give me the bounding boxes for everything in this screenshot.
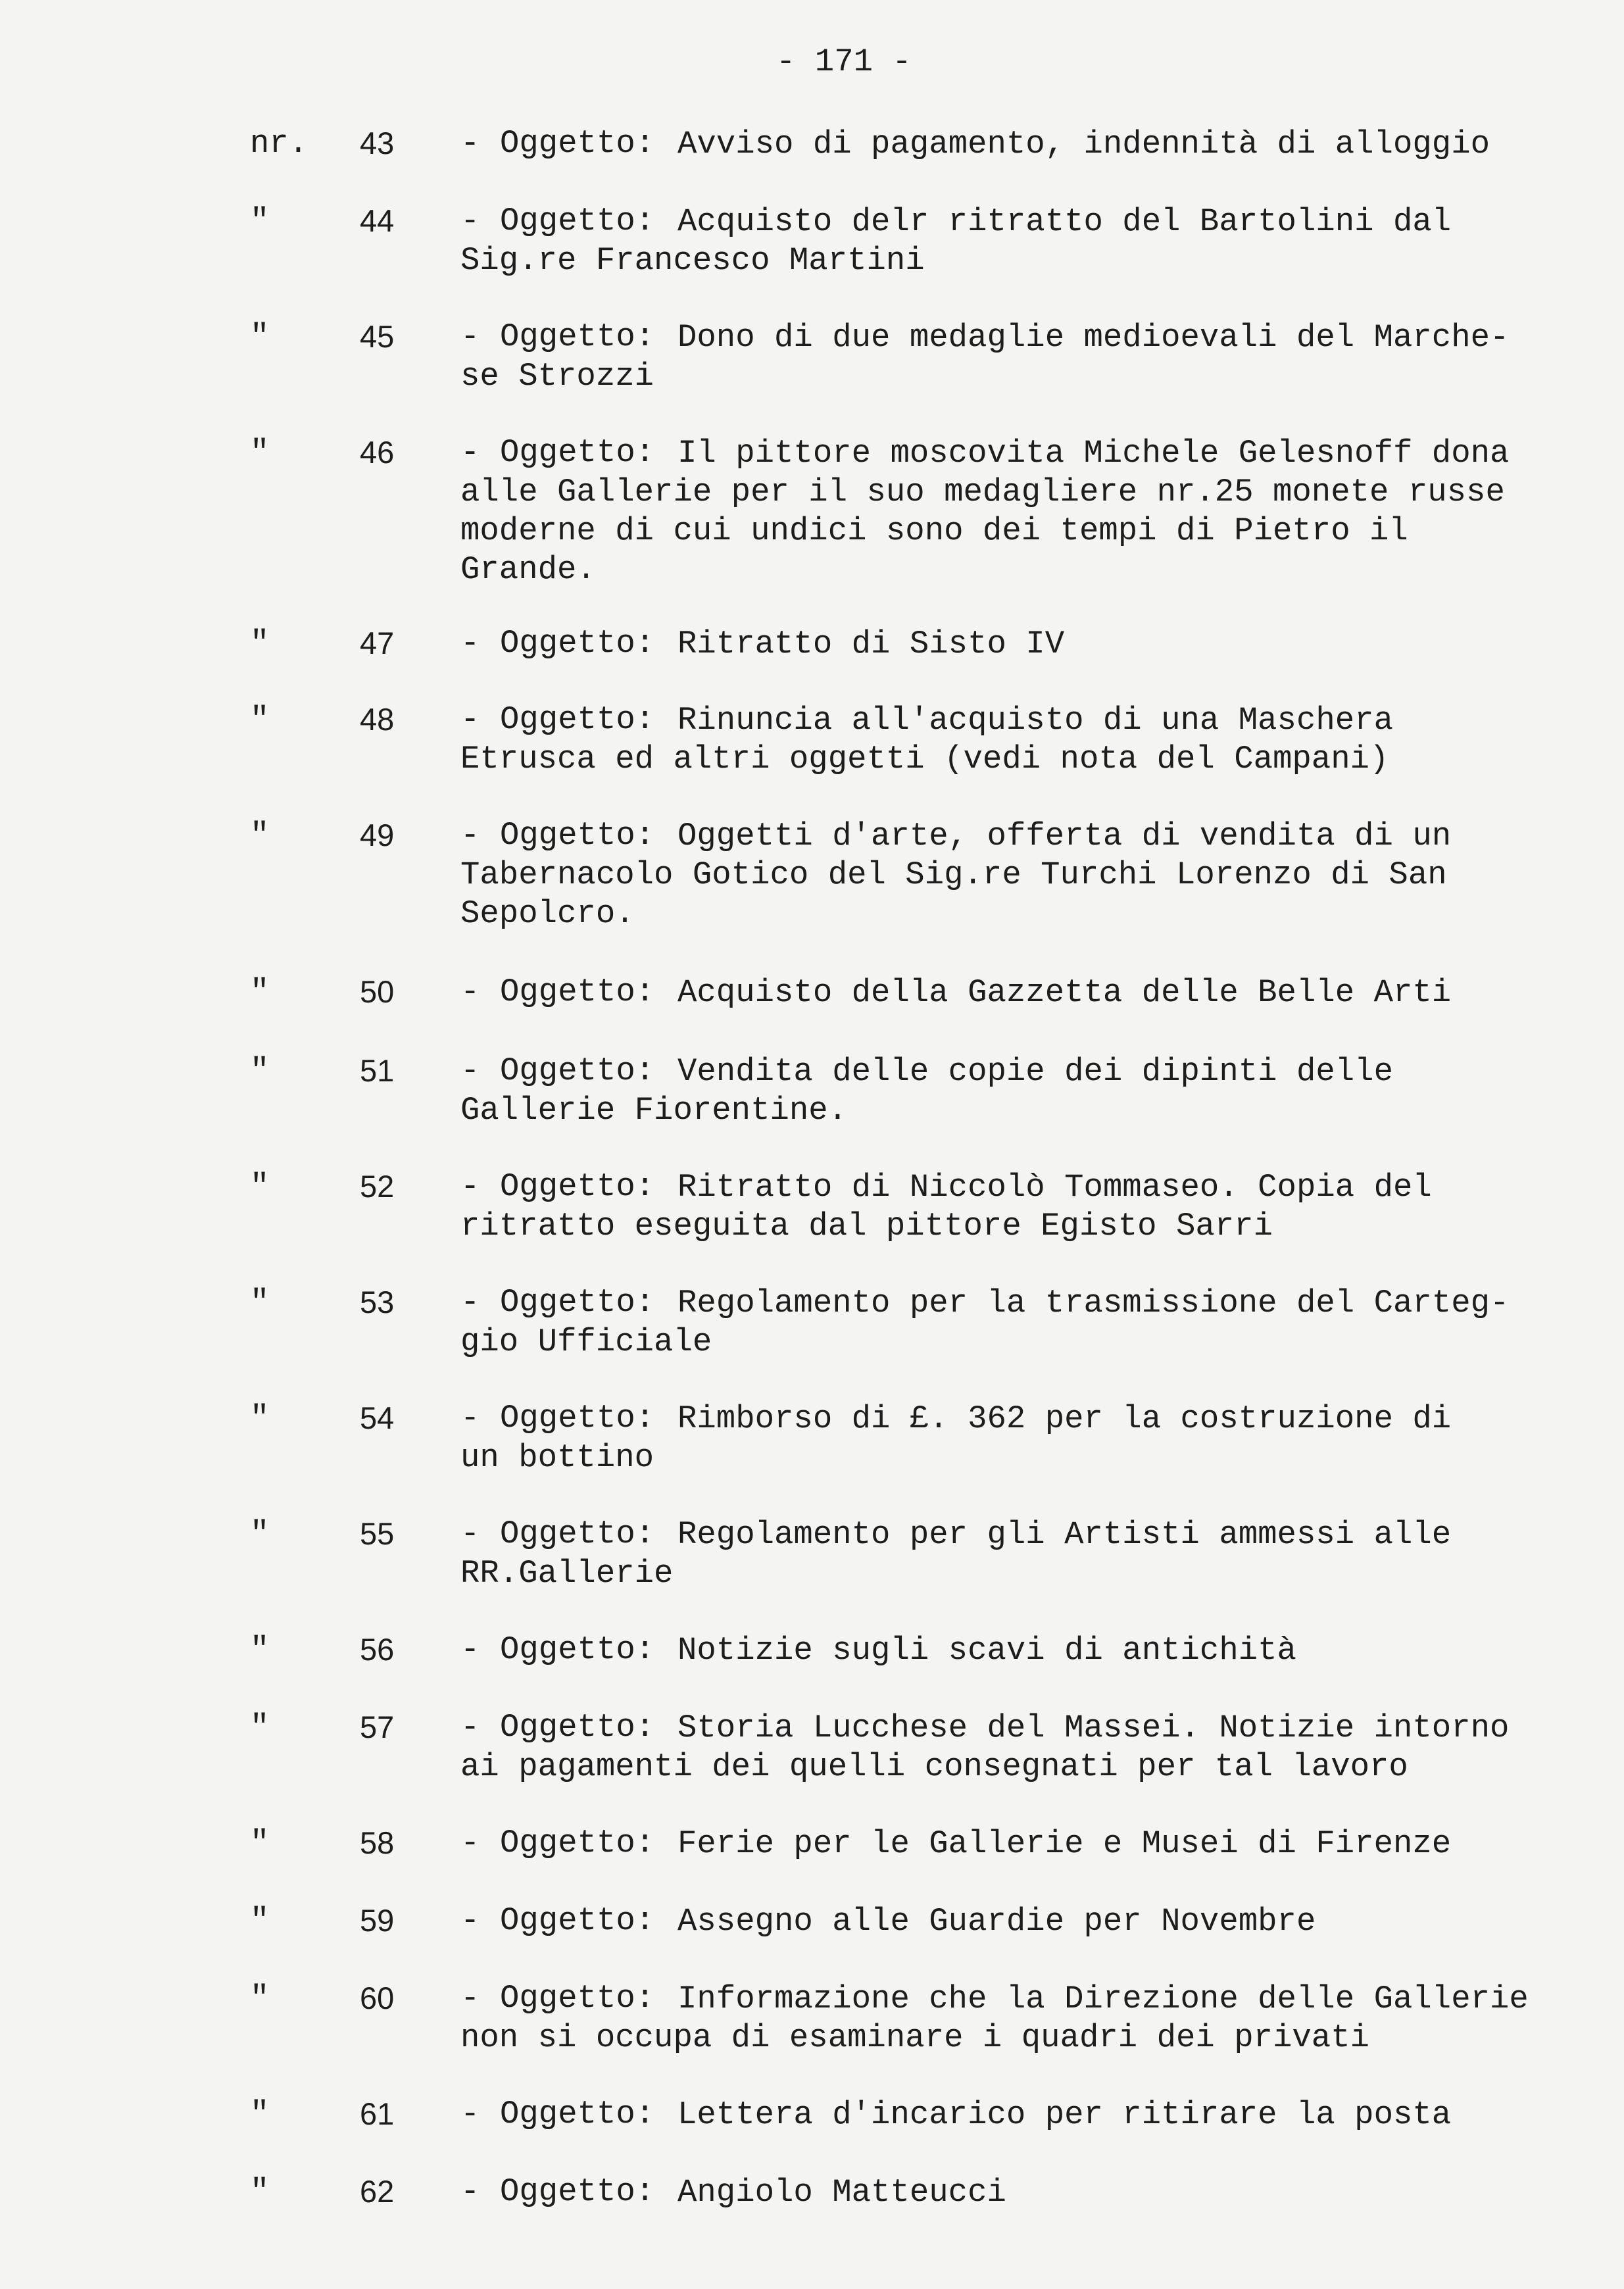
- entry-text: Assegno alle Guardie per Novembre: [677, 1903, 1316, 1940]
- entry-dash: -: [460, 125, 480, 162]
- entry-dash: -: [460, 625, 480, 662]
- entry-dash: -: [460, 2173, 480, 2210]
- entry-dash: -: [460, 817, 480, 854]
- entry-number: 48: [360, 702, 395, 737]
- entry-prefix: ": [250, 1168, 270, 1205]
- entry-text: Ritratto di Niccolò Tommaseo. Copia del ritratto eseguita dal pittore Egisto Sarri: [460, 1169, 1432, 1244]
- entry-text: Regolamento per gli Artisti ammessi alle RR.Gallerie: [460, 1516, 1452, 1592]
- entry-label: Oggetto:: [500, 2173, 655, 2210]
- entry-number: 54: [360, 1400, 395, 1435]
- entry-dash: -: [460, 1980, 480, 2017]
- entry-prefix: ": [250, 434, 270, 471]
- entry-prefix: ": [250, 817, 270, 854]
- entry-label: Oggetto:: [500, 1168, 655, 1205]
- entry-label: Oggetto:: [500, 1902, 655, 1939]
- entry-label: Oggetto:: [500, 973, 655, 1010]
- entry-label: Oggetto:: [500, 125, 655, 162]
- entry-prefix: ": [250, 2096, 270, 2132]
- entry-text: Lettera d'incarico per ritirare la posta: [677, 2096, 1452, 2133]
- entry-label: Oggetto:: [500, 701, 655, 738]
- entry-label: Oggetto:: [500, 625, 655, 662]
- entry-prefix: ": [250, 1825, 270, 1861]
- entry-text: Acquisto delr ritratto del Bartolini dal Sig.re Francesco Martini: [460, 203, 1452, 279]
- entry-prefix: ": [250, 1284, 270, 1321]
- entry-prefix: ": [250, 2173, 270, 2210]
- entry-dash: -: [460, 1631, 480, 1668]
- entry-text: Storia Lucchese del Massei. Notizie intorno ai pagamenti dei quelli consegnati per tal lavoro: [460, 1710, 1510, 1785]
- entry-text: Notizie sugli scavi di antichità: [677, 1632, 1296, 1669]
- entry-text: Ritratto di Sisto IV: [677, 626, 1065, 662]
- entry-prefix: ": [250, 701, 270, 738]
- entry-number: 53: [360, 1285, 395, 1319]
- entry-prefix: ": [250, 625, 270, 662]
- entry-label: Oggetto:: [500, 1515, 655, 1552]
- entry-text: Oggetti d'arte, offerta di vendita di un Tabernacolo Gotico del Sig.re Turchi Lorenzo di San Sepolcro.: [460, 818, 1452, 932]
- entry-dash: -: [460, 203, 480, 239]
- entry-number: 57: [360, 1710, 395, 1744]
- entry-prefix: ": [250, 203, 270, 239]
- entry-prefix: ": [250, 1980, 270, 2017]
- entry-label: Oggetto:: [500, 318, 655, 355]
- entry-dash: -: [460, 1168, 480, 1205]
- entry-prefix: ": [250, 318, 270, 355]
- entry-prefix: ": [250, 1631, 270, 1668]
- entry-number: 43: [360, 126, 395, 160]
- entry-text: Dono di due medaglie medioevali del Marche- se Strozzi: [460, 319, 1510, 395]
- entry-number: 49: [360, 818, 395, 852]
- entry-label: Oggetto:: [500, 1825, 655, 1861]
- entry-prefix: nr.: [250, 125, 308, 162]
- entry-dash: -: [460, 1709, 480, 1746]
- entry-text: Acquisto della Gazzetta delle Belle Arti: [677, 974, 1452, 1011]
- entry-text: Rinuncia all'acquisto di una Maschera Etrusca ed altri oggetti (vedi nota del Campani): [460, 702, 1393, 777]
- entry-prefix: ": [250, 1902, 270, 1939]
- entry-label: Oggetto:: [500, 1052, 655, 1089]
- entry-label: Oggetto:: [500, 434, 655, 471]
- entry-text: Avviso di pagamento, indennità di alloggio: [677, 126, 1490, 162]
- entry-number: 47: [360, 626, 395, 660]
- entry-text: Angiolo Matteucci: [677, 2174, 1006, 2211]
- entry-dash: -: [460, 1284, 480, 1321]
- entry-number: 52: [360, 1169, 395, 1204]
- entry-text: Il pittore moscovita Michele Gelesnoff dona alle Gallerie per il suo medagliere nr.25 monete russe moderne di cui undici sono dei tempi di Pietro il Grande.: [460, 435, 1510, 588]
- entry-label: Oggetto:: [500, 1709, 655, 1746]
- entry-label: Oggetto:: [500, 1980, 655, 2017]
- entry-dash: -: [460, 973, 480, 1010]
- entry-label: Oggetto:: [500, 2096, 655, 2132]
- entry-number: 61: [360, 2096, 395, 2131]
- entry-label: Oggetto:: [500, 1284, 655, 1321]
- entry-prefix: ": [250, 1709, 270, 1746]
- entry-prefix: ": [250, 1052, 270, 1089]
- entry-number: 59: [360, 1903, 395, 1938]
- entry-label: Oggetto:: [500, 1631, 655, 1668]
- entry-label: Oggetto:: [500, 1400, 655, 1437]
- entry-text: Informazione che la Direzione delle Gallerie non si occupa di esaminare i quadri dei privati: [460, 1981, 1529, 2056]
- entry-label: Oggetto:: [500, 817, 655, 854]
- entry-number: 55: [360, 1516, 395, 1551]
- entry-number: 58: [360, 1825, 395, 1860]
- entry-dash: -: [460, 434, 480, 471]
- entry-text: Regolamento per la trasmissione del Carteg- gio Ufficiale: [460, 1285, 1510, 1360]
- entry-number: 62: [360, 2174, 395, 2209]
- entry-number: 56: [360, 1632, 395, 1667]
- entry-dash: -: [460, 2096, 480, 2132]
- entry-dash: -: [460, 1400, 480, 1437]
- entry-prefix: ": [250, 1515, 270, 1552]
- entry-text: Rimborso di £. 362 per la costruzione di un bottino: [460, 1400, 1452, 1476]
- entry-prefix: ": [250, 973, 270, 1010]
- entry-text: Vendita delle copie dei dipinti delle Gallerie Fiorentine.: [460, 1053, 1393, 1129]
- entry-dash: -: [460, 318, 480, 355]
- entry-number: 45: [360, 319, 395, 354]
- entry-label: Oggetto:: [500, 203, 655, 239]
- entry-dash: -: [460, 1052, 480, 1089]
- entry-dash: -: [460, 1902, 480, 1939]
- entry-number: 50: [360, 974, 395, 1009]
- entry-number: 44: [360, 203, 395, 238]
- page-number: - 171 -: [776, 43, 912, 80]
- entry-number: 51: [360, 1053, 395, 1088]
- entry-number: 60: [360, 1981, 395, 2015]
- entry-dash: -: [460, 701, 480, 738]
- entry-dash: -: [460, 1515, 480, 1552]
- entry-text: Ferie per le Gallerie e Musei di Firenze: [677, 1825, 1452, 1862]
- entry-number: 46: [360, 435, 395, 470]
- entry-prefix: ": [250, 1400, 270, 1437]
- entry-dash: -: [460, 1825, 480, 1861]
